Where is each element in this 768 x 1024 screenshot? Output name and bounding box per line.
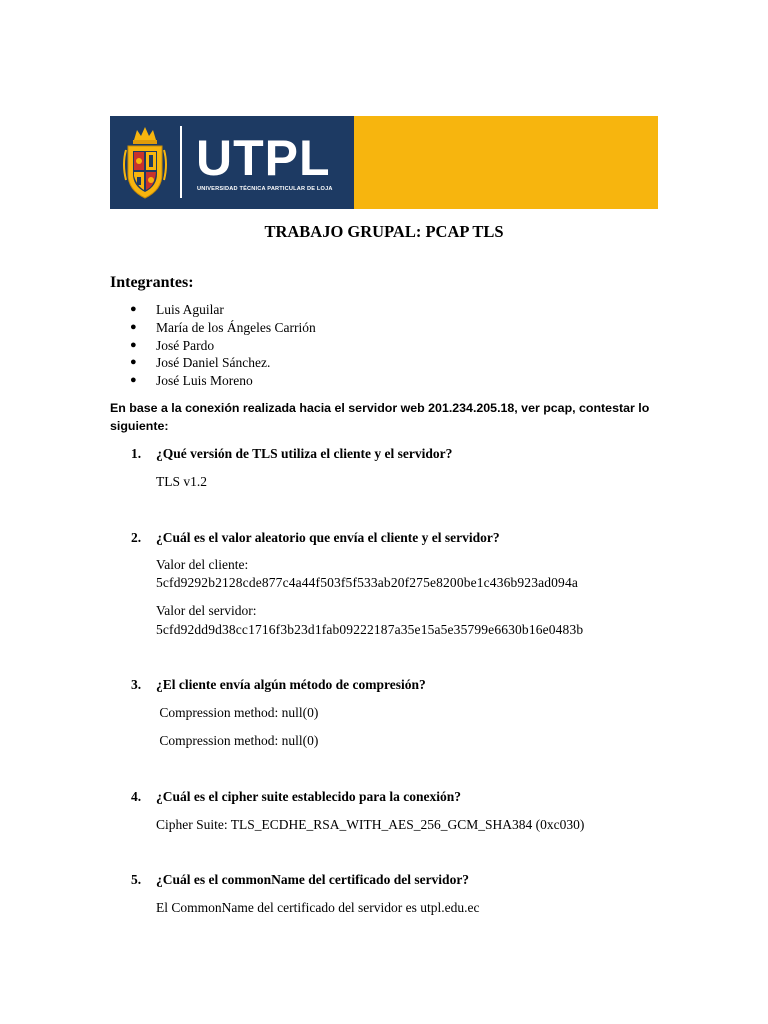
- banner-divider: [180, 126, 182, 198]
- intro-paragraph: En base a la conexión realizada hacia el servidor web 201.234.205.18, ver pcap, contestar lo siguiente:: [110, 401, 650, 433]
- member-name: José Pardo: [156, 337, 215, 353]
- bullet-icon: ●: [130, 303, 137, 315]
- question-text: ¿Cuál es el cipher suite establecido para la conexión?: [156, 789, 461, 804]
- brand-subtitle: UNIVERSIDAD TÉCNICA PARTICULAR DE LOJA: [197, 186, 333, 192]
- list-item: [130, 372, 316, 390]
- answer-value: 5cfd9292b2128cde877c4a44f503f5f533ab20f275e8200be1c436b923ad094a: [156, 575, 578, 590]
- answer-label: Valor del cliente:: [156, 557, 249, 572]
- banner-yellow-panel: [354, 116, 658, 209]
- question-number: 3.: [131, 677, 142, 692]
- answer-text: TLS v1.2: [156, 474, 208, 489]
- university-crest-icon: [120, 124, 170, 202]
- members-list: [130, 301, 316, 390]
- member-name: José Luis Moreno: [156, 373, 253, 389]
- answer-value: 5cfd92dd9d38cc1716f3b23d1fab09222187a35e15a5e35799e6630b16e0483b: [156, 622, 584, 637]
- banner-blue-panel: [110, 116, 354, 209]
- list-item: [130, 301, 316, 319]
- answer-text: Cipher Suite: TLS_ECDHE_RSA_WITH_AES_256_GCM_SHA384 (0xc030): [156, 817, 585, 832]
- bullet-icon: ●: [130, 320, 137, 333]
- answer-label: Valor del servidor:: [156, 603, 257, 618]
- list-item: [130, 337, 316, 355]
- question-number: 5.: [131, 872, 142, 887]
- brand-name: UTPL: [196, 130, 331, 186]
- bullet-icon: ●: [130, 356, 137, 369]
- answer-text: Compression method: null(0): [156, 733, 319, 748]
- question-text: ¿Cuál es el commonName del certificado del servidor?: [156, 872, 470, 887]
- bullet-icon: ●: [130, 338, 137, 351]
- bullet-icon: ●: [130, 374, 137, 387]
- answer-text: Compression method: null(0): [156, 705, 319, 720]
- member-name: María de los Ángeles Carrión: [156, 319, 316, 335]
- member-name: Luis Aguilar: [156, 302, 224, 317]
- question-text: ¿Qué versión de TLS utiliza el cliente y el servidor?: [156, 446, 453, 461]
- question-text: ¿Cuál es el valor aleatorio que envía el cliente y el servidor?: [156, 530, 500, 545]
- question-text: ¿El cliente envía algún método de compresión?: [156, 677, 426, 692]
- header-banner: [110, 116, 658, 209]
- question-number: 2.: [131, 530, 142, 545]
- member-name: José Daniel Sánchez.: [156, 355, 271, 371]
- list-item: [130, 354, 316, 372]
- question-number: 4.: [131, 789, 142, 804]
- question-number: 1.: [131, 446, 142, 461]
- list-item: [130, 319, 316, 337]
- answer-text: El CommonName del certificado del servidor es utpl.edu.ec: [156, 900, 480, 915]
- members-heading: Integrantes:: [110, 274, 194, 291]
- document-title: TRABAJO GRUPAL: PCAP TLS: [264, 222, 504, 241]
